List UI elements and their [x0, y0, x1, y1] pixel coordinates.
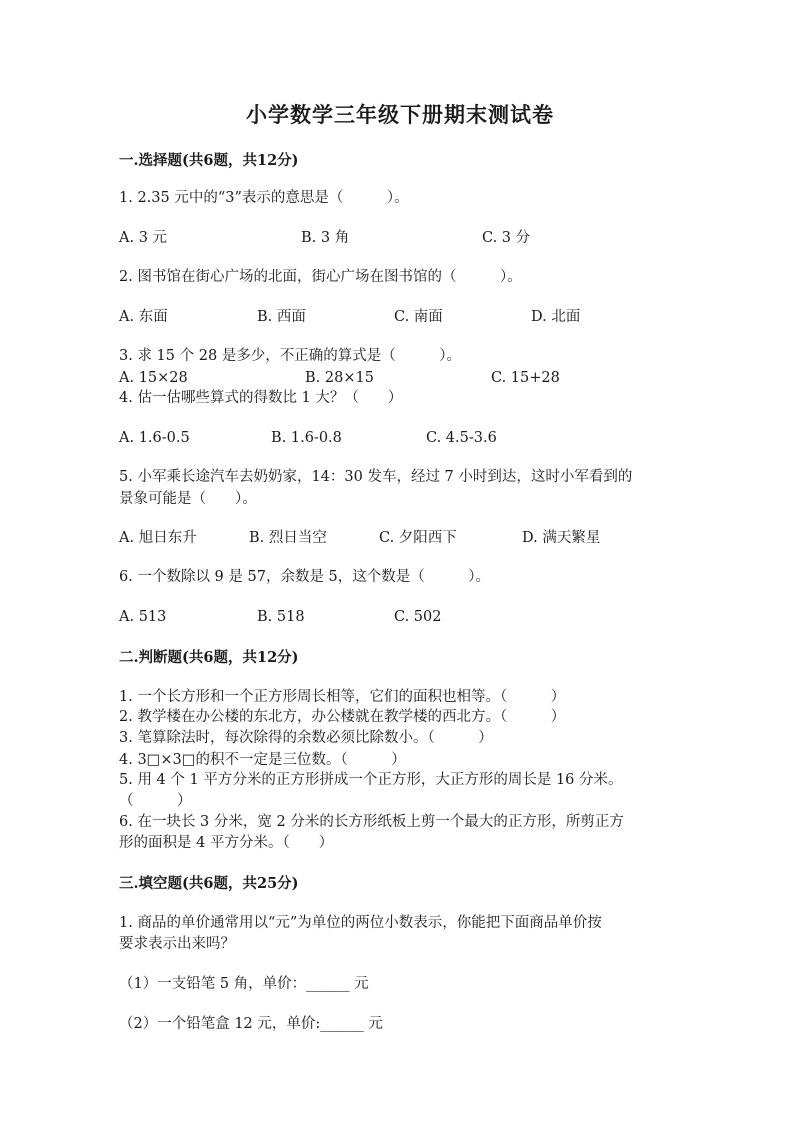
section-heading-choice: 一.选择题(共6题，共12分) — [119, 152, 299, 169]
judgement-item: 6. 在一块长 3 分米，宽 2 分米的长方形纸板上剪一个最大的正方形，所剪正方 — [119, 814, 624, 830]
option-b: B. 西面 — [257, 309, 306, 325]
option-a: A. 15×28 — [119, 370, 188, 386]
option-a: A. 513 — [119, 609, 167, 625]
option-c: C. 4.5-3.6 — [426, 430, 497, 446]
option-c: C. 3 分 — [482, 230, 531, 246]
question-stem-continued: 要求表示出来吗？ — [119, 936, 235, 952]
question-stem: 3. 求 15 个 28 是多少，不正确的算式是（ ）。 — [119, 348, 462, 364]
option-c: C. 502 — [394, 609, 442, 625]
question-stem-continued: 景象可能是（ ）。 — [119, 491, 257, 507]
fill-blank-item: （1）一支铅笔 5 角，单价：______ 元 — [119, 976, 369, 992]
option-a: A. 3 元 — [119, 230, 168, 246]
judgement-item: 5. 用 4 个 1 平方分米的正方形拼成一个正方形，大正方形的周长是 16 分米。 — [119, 772, 623, 788]
question-stem: 5. 小军乘长途汽车去奶奶家，14：30 发车，经过 7 小时到达，这时小军看到的 — [119, 469, 633, 485]
option-a: A. 旭日东升 — [119, 530, 197, 546]
judgement-item-continued: （ ） — [119, 793, 192, 809]
option-a: A. 1.6-0.5 — [119, 430, 190, 446]
option-c: C. 南面 — [394, 309, 443, 325]
question-stem: 4. 估一估哪些算式的得数比 1 大？（ ） — [119, 390, 403, 406]
question-stem: 6. 一个数除以 9 是 57，余数是 5，这个数是（ ）。 — [119, 569, 491, 585]
fill-blank-item: （2）一个铅笔盒 12 元，单价:______ 元 — [119, 1016, 383, 1032]
option-b: B. 3 角 — [301, 230, 350, 246]
option-d: D. 北面 — [531, 309, 581, 325]
question-stem: 1. 2.35 元中的“3”表示的意思是（ ）。 — [119, 190, 409, 206]
judgement-item: 1. 一个长方形和一个正方形周长相等，它们的面积也相等。（ ） — [119, 689, 566, 705]
question-stem: 2. 图书馆在街心广场的北面，街心广场在图书馆的（ ）。 — [119, 269, 522, 285]
option-d: D. 满天繁星 — [522, 530, 601, 546]
question-stem: 1. 商品的单价通常用以“元”为单位的两位小数表示，你能把下面商品单价按 — [119, 915, 602, 931]
option-b: B. 1.6-0.8 — [271, 430, 342, 446]
judgement-item: 3. 笔算除法时，每次除得的余数必须比除数小。（ ） — [119, 730, 493, 746]
section-heading-fill-blank: 三.填空题(共6题，共25分) — [119, 875, 299, 892]
judgement-item: 4. 3□×3□的积不一定是三位数。（ ） — [119, 752, 406, 768]
judgement-item-continued: 形的面积是 4 平方分米。（ ） — [119, 835, 334, 851]
option-b: B. 烈日当空 — [249, 530, 327, 546]
judgement-item: 2. 教学楼在办公楼的东北方，办公楼就在教学楼的西北方。（ ） — [119, 709, 566, 725]
section-heading-judgement: 二.判断题(共6题，共12分) — [119, 649, 299, 666]
option-a: A. 东面 — [119, 309, 168, 325]
option-c: C. 夕阳西下 — [379, 530, 457, 546]
option-b: B. 518 — [257, 609, 305, 625]
option-b: B. 28×15 — [305, 370, 374, 386]
option-c: C. 15+28 — [491, 370, 560, 386]
page-title: 小学数学三年级下册期末测试卷 — [246, 102, 554, 127]
